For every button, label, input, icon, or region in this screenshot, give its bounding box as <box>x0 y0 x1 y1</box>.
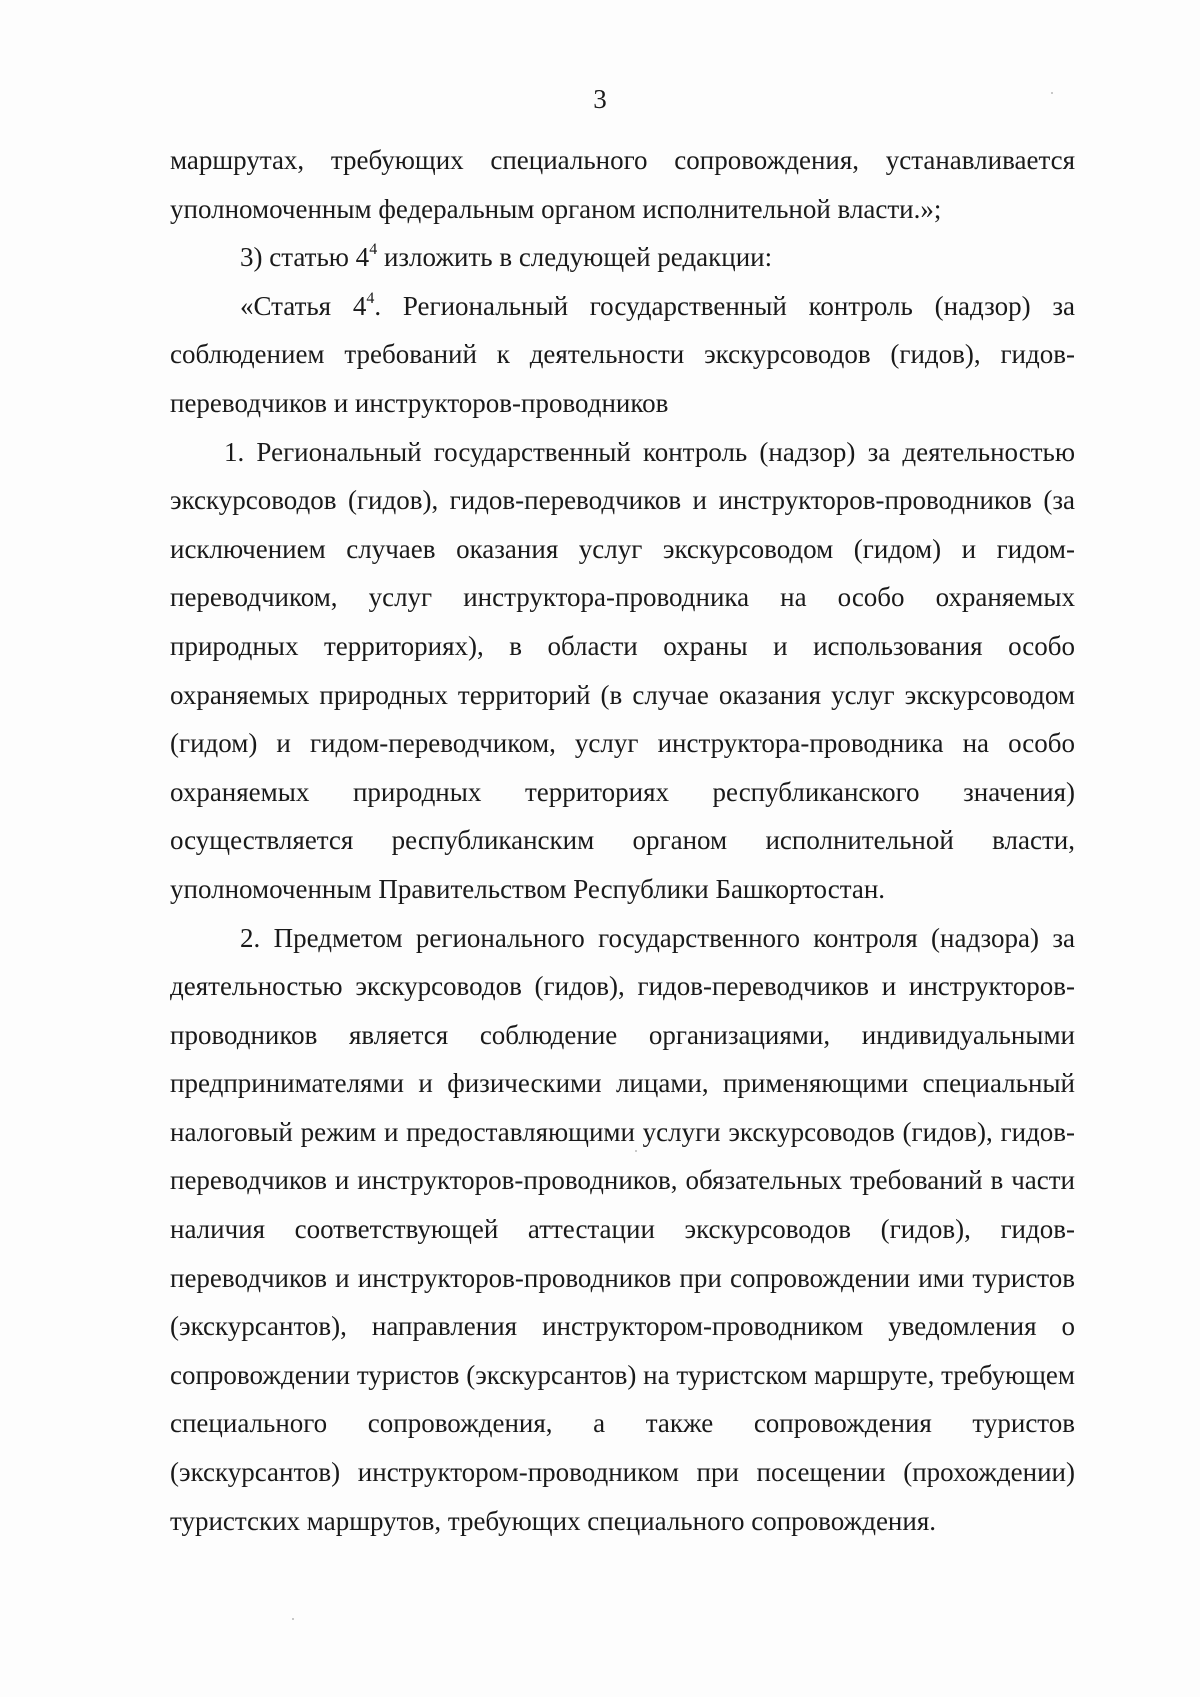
article-heading-title: . Региональный государственный контроль (надзор) за соблюдением требований к деятельности экскурсоводов (гидов), гидов-переводчиков и инструкторов-проводников <box>170 290 1075 418</box>
paragraph-continuation: маршрутах, требующих специального сопровождения, устанавливается уполномоченным федеральным органом исполнительной власти.»; <box>170 145 1075 224</box>
article-heading-start: «Статья 4 <box>240 290 367 321</box>
page-number: 3 <box>593 84 607 114</box>
article-heading-superscript: 4 <box>366 289 375 307</box>
scan-speck <box>1051 92 1053 94</box>
scan-speck <box>635 1150 637 1152</box>
paragraph-clause-2: 2. Предметом регионального государственного контроля (надзора) за деятельностью экскурсоводов (гидов), гидов-переводчиков и инструкторов-проводников является соблюдение организациями, индивидуальными предпринимателями и физическими лицами, применяющими специальный налоговый режим и предоставляющими услуги экскурсоводов (гидов), гидов-переводчиков и инструкторов-проводников, обязательных требований в части наличия соответствующей аттестации экскурсоводов (гидов), гидов-переводчиков и инструкторов-проводников при сопровождении ими туристов (экскурсантов), направления инструктором-проводником уведомления о сопровождении туристов (экскурсантов) на туристском маршруте, требующем специального сопровождения, а также сопровождения туристов (экскурсантов) инструктором-проводником при посещении (прохождении) туристских маршрутов, требующих специального сопровождения. <box>170 922 1075 1536</box>
paragraph-amendment-item <box>170 233 1075 282</box>
amendment-text-end: изложить в следующей редакции: <box>377 242 773 273</box>
amendment-text-start: 3) статью 4 <box>240 242 370 273</box>
scan-speck <box>292 1618 294 1620</box>
article-superscript: 4 <box>369 241 378 259</box>
paragraph-clause-1: 1. Региональный государственный контроль (надзор) за деятельностью экскурсоводов (гидов), гидов-переводчиков и инструкторов-проводников (за исключением случаев оказания услуг экскурсоводом (гидом) и гидом-переводчиком, услуг инструктора-проводника на особо охраняемых природных территориях), в области охраны и использования особо охраняемых природных территорий (в случае оказания услуг экскурсоводом (гидом) и гидом-переводчиком, услуг инструктора-проводника на особо охраняемых природных территориях республиканского значения) осуществляется республиканским органом исполнительной власти, уполномоченным Правительством Республики Башкортостан. <box>170 436 1075 904</box>
article-heading <box>170 282 1075 428</box>
document-body <box>170 136 1075 1545</box>
